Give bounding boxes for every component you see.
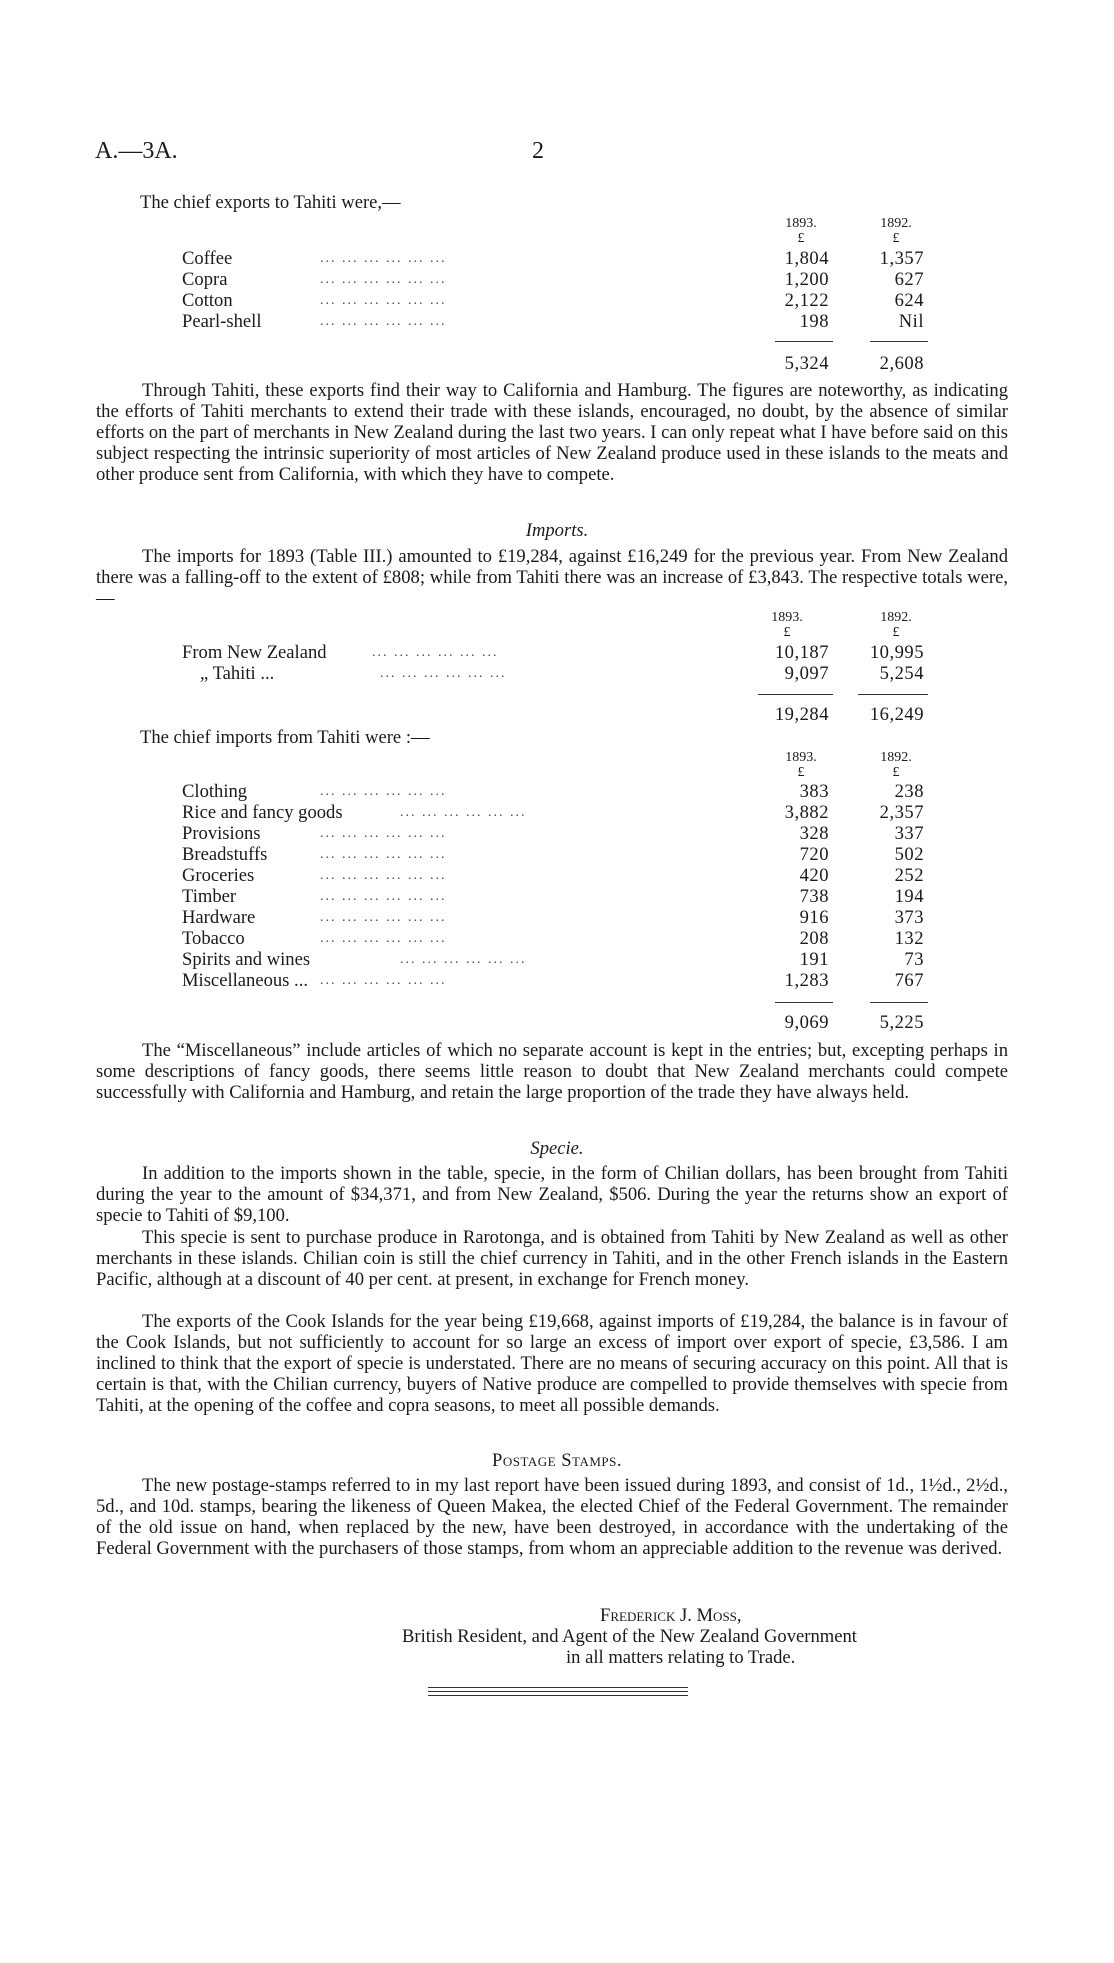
value-1892: 1,357 bbox=[879, 248, 924, 269]
total-rule bbox=[870, 1002, 928, 1003]
table-row bbox=[0, 248, 1114, 269]
imports-heading: Imports. bbox=[525, 520, 589, 541]
table-row bbox=[0, 311, 1114, 332]
value-1893: 9,097 bbox=[784, 663, 829, 684]
table-row bbox=[0, 928, 1114, 949]
value-1893: 420 bbox=[799, 865, 829, 886]
value-1893: 191 bbox=[799, 949, 829, 970]
imports-paragraph: The imports for 1893 (Table III.) amounted to £19,284, against £16,249 for the previous year. From New Zealand there was a falling-off to the extent of £808; while from Tahiti there was an increase of £3,843. The respective totals were,— bbox=[96, 546, 1008, 609]
total-row bbox=[0, 704, 1114, 725]
exports-col-1892: 1892. £ bbox=[880, 216, 912, 246]
dot-leader: ... ... ... ... ... ... bbox=[400, 952, 527, 967]
row-label: Provisions bbox=[182, 823, 261, 844]
page-number: 2 bbox=[532, 138, 544, 164]
table-row bbox=[0, 663, 1114, 684]
row-label: Cotton bbox=[182, 290, 233, 311]
value-1893: 208 bbox=[799, 928, 829, 949]
total-1893: 9,069 bbox=[784, 1012, 829, 1033]
table-row bbox=[0, 802, 1114, 823]
value-1892: 238 bbox=[894, 781, 924, 802]
value-1893: 1,804 bbox=[784, 248, 829, 269]
specie-heading: Specie. bbox=[530, 1138, 584, 1159]
total-rule bbox=[775, 341, 833, 342]
value-1892: 337 bbox=[894, 823, 924, 844]
total-1893: 19,284 bbox=[774, 704, 829, 725]
table-row bbox=[0, 949, 1114, 970]
value-1892: 373 bbox=[894, 907, 924, 928]
value-1892: 5,254 bbox=[879, 663, 924, 684]
imports-col-1893: 1893. £ bbox=[771, 610, 803, 640]
value-1892: 2,357 bbox=[879, 802, 924, 823]
row-label: Breadstuffs bbox=[182, 844, 268, 865]
dot-leader: ... ... ... ... ... ... bbox=[320, 910, 447, 925]
table-row bbox=[0, 823, 1114, 844]
row-label: Spirits and wines bbox=[182, 949, 311, 970]
row-label: Miscellaneous ... bbox=[182, 970, 308, 991]
value-1892: 627 bbox=[894, 269, 924, 290]
row-label: Clothing bbox=[182, 781, 248, 802]
table-row bbox=[0, 970, 1114, 991]
row-label: From New Zealand bbox=[182, 642, 327, 663]
signature-title-line-2: in all matters relating to Trade. bbox=[566, 1647, 796, 1668]
total-rule bbox=[775, 1002, 833, 1003]
value-1893: 720 bbox=[799, 844, 829, 865]
value-1892: 10,995 bbox=[869, 642, 924, 663]
value-1893: 916 bbox=[799, 907, 829, 928]
table-row bbox=[0, 865, 1114, 886]
total-1892: 2,608 bbox=[879, 353, 924, 374]
row-label: Copra bbox=[182, 269, 228, 290]
table-row bbox=[0, 907, 1114, 928]
value-1893: 383 bbox=[799, 781, 829, 802]
document-reference: A.—3A. bbox=[95, 138, 178, 164]
value-1892: 767 bbox=[894, 970, 924, 991]
dot-leader: ... ... ... ... ... ... bbox=[320, 251, 447, 266]
table-row bbox=[0, 290, 1114, 311]
tahiti-col-1892: 1892. £ bbox=[880, 750, 912, 780]
tahiti-imports-intro: The chief imports from Tahiti were :— bbox=[140, 727, 430, 748]
total-row bbox=[0, 353, 1114, 374]
dot-leader: ... ... ... ... ... ... bbox=[320, 931, 447, 946]
exports-intro: The chief exports to Tahiti were,— bbox=[140, 192, 401, 213]
table-row bbox=[0, 886, 1114, 907]
row-label: Coffee bbox=[182, 248, 233, 269]
dot-leader: ... ... ... ... ... ... bbox=[380, 666, 507, 681]
miscellaneous-paragraph: The “Miscellaneous” include articles of which no separate account is kept in the entries; but, excepting perhaps in some descriptions of fancy goods, there seems little reason to doubt that New Zealand merchants could compete successfully with California and Hamburg, and retain the large proportion of the trade they have always held. bbox=[96, 1040, 1008, 1103]
dot-leader: ... ... ... ... ... ... bbox=[320, 847, 447, 862]
end-rule bbox=[428, 1695, 688, 1696]
signature-name: Frederick J. Moss, bbox=[600, 1605, 742, 1626]
total-1893: 5,324 bbox=[784, 353, 829, 374]
table-row bbox=[0, 781, 1114, 802]
value-1893: 10,187 bbox=[774, 642, 829, 663]
end-rule bbox=[428, 1691, 688, 1692]
tahiti-col-1893: 1893. £ bbox=[785, 750, 817, 780]
exports-paragraph: Through Tahiti, these exports find their way to California and Hamburg. The figures are noteworthy, as indicating the efforts of Tahiti merchants to extend their trade with these islands, encouraged, no doubt, by the absence of similar efforts on the part of merchants in New Zealand during the last two years. I can only repeat what I have before said on this subject respecting the intrinsic superiority of most articles of New Zealand produce used in these islands to the meats and other produce sent from California, with which they have to compete. bbox=[96, 380, 1008, 485]
end-rule bbox=[428, 1687, 688, 1688]
total-1892: 5,225 bbox=[879, 1012, 924, 1033]
value-1892: Nil bbox=[898, 311, 924, 332]
imports-col-1892: 1892. £ bbox=[880, 610, 912, 640]
row-label: „ Tahiti ... bbox=[200, 663, 275, 684]
row-label: Timber bbox=[182, 886, 237, 907]
total-row bbox=[0, 1012, 1114, 1033]
dot-leader: ... ... ... ... ... ... bbox=[320, 973, 447, 988]
value-1893: 3,882 bbox=[784, 802, 829, 823]
dot-leader: ... ... ... ... ... ... bbox=[320, 826, 447, 841]
specie-paragraph-1: In addition to the imports shown in the table, specie, in the form of Chilian dollars, has been brought from Tahiti during the year to the amount of $34,371, and from New Zealand, $506. During the year the returns show an export of specie to Tahiti of $9,100. bbox=[96, 1163, 1008, 1226]
value-1893: 328 bbox=[799, 823, 829, 844]
row-label: Tobacco bbox=[182, 928, 245, 949]
dot-leader: ... ... ... ... ... ... bbox=[320, 868, 447, 883]
stamps-heading: Postage Stamps. bbox=[491, 1450, 623, 1471]
value-1893: 1,283 bbox=[784, 970, 829, 991]
value-1893: 1,200 bbox=[784, 269, 829, 290]
dot-leader: ... ... ... ... ... ... bbox=[372, 645, 499, 660]
value-1892: 624 bbox=[894, 290, 924, 311]
row-label: Rice and fancy goods bbox=[182, 802, 343, 823]
value-1892: 194 bbox=[894, 886, 924, 907]
dot-leader: ... ... ... ... ... ... bbox=[320, 314, 447, 329]
value-1892: 132 bbox=[894, 928, 924, 949]
total-rule bbox=[870, 341, 928, 342]
total-1892: 16,249 bbox=[869, 704, 924, 725]
value-1892: 73 bbox=[904, 949, 924, 970]
value-1893: 738 bbox=[799, 886, 829, 907]
value-1892: 252 bbox=[894, 865, 924, 886]
value-1893: 198 bbox=[799, 311, 829, 332]
stamps-paragraph: The new postage-stamps referred to in my last report have been issued during 1893, and consist of 1d., 1½d., 2½d., 5d., and 10d. stamps, bearing the likeness of Queen Makea, the elected Chief of the Federal Government. The remainder of the old issue on hand, when replaced by the new, have been destroyed, in accordance with the undertaking of the Federal Government with the purchasers of those stamps, from whom an appreciable addition to the revenue was derived. bbox=[96, 1475, 1008, 1559]
row-label: Pearl-shell bbox=[182, 311, 262, 332]
table-row bbox=[0, 269, 1114, 290]
dot-leader: ... ... ... ... ... ... bbox=[320, 784, 447, 799]
table-row bbox=[0, 844, 1114, 865]
specie-paragraph-2: This specie is sent to purchase produce in Rarotonga, and is obtained from Tahiti by New Zealand as well as other merchants in these islands. Chilian coin is still the chief currency in Tahiti, and in the other French islands in the Eastern Pacific, although at a discount of 40 per cent. at present, in exchange for French money. bbox=[96, 1227, 1008, 1290]
dot-leader: ... ... ... ... ... ... bbox=[400, 805, 527, 820]
dot-leader: ... ... ... ... ... ... bbox=[320, 293, 447, 308]
specie-paragraph-3: The exports of the Cook Islands for the year being £19,668, against imports of £19,284, the balance is in favour of the Cook Islands, but not sufficiently to account for so large an excess of import over export of specie, £3,586. I am inclined to think that the export of specie is understated. There are no means of securing accuracy on this point. All that is certain is that, with the Chilian currency, buyers of Native produce are compelled to provide themselves with specie from Tahiti, at the opening of the coffee and copra seasons, to meet all possible demands. bbox=[96, 1311, 1008, 1416]
value-1892: 502 bbox=[894, 844, 924, 865]
table-row bbox=[0, 642, 1114, 663]
dot-leader: ... ... ... ... ... ... bbox=[320, 272, 447, 287]
total-rule bbox=[858, 694, 928, 695]
signature-title-line-1: British Resident, and Agent of the New Zealand Government bbox=[402, 1626, 857, 1647]
row-label: Groceries bbox=[182, 865, 255, 886]
exports-col-1893: 1893. £ bbox=[785, 216, 817, 246]
total-rule bbox=[758, 694, 833, 695]
dot-leader: ... ... ... ... ... ... bbox=[320, 889, 447, 904]
row-label: Hardware bbox=[182, 907, 256, 928]
value-1893: 2,122 bbox=[784, 290, 829, 311]
